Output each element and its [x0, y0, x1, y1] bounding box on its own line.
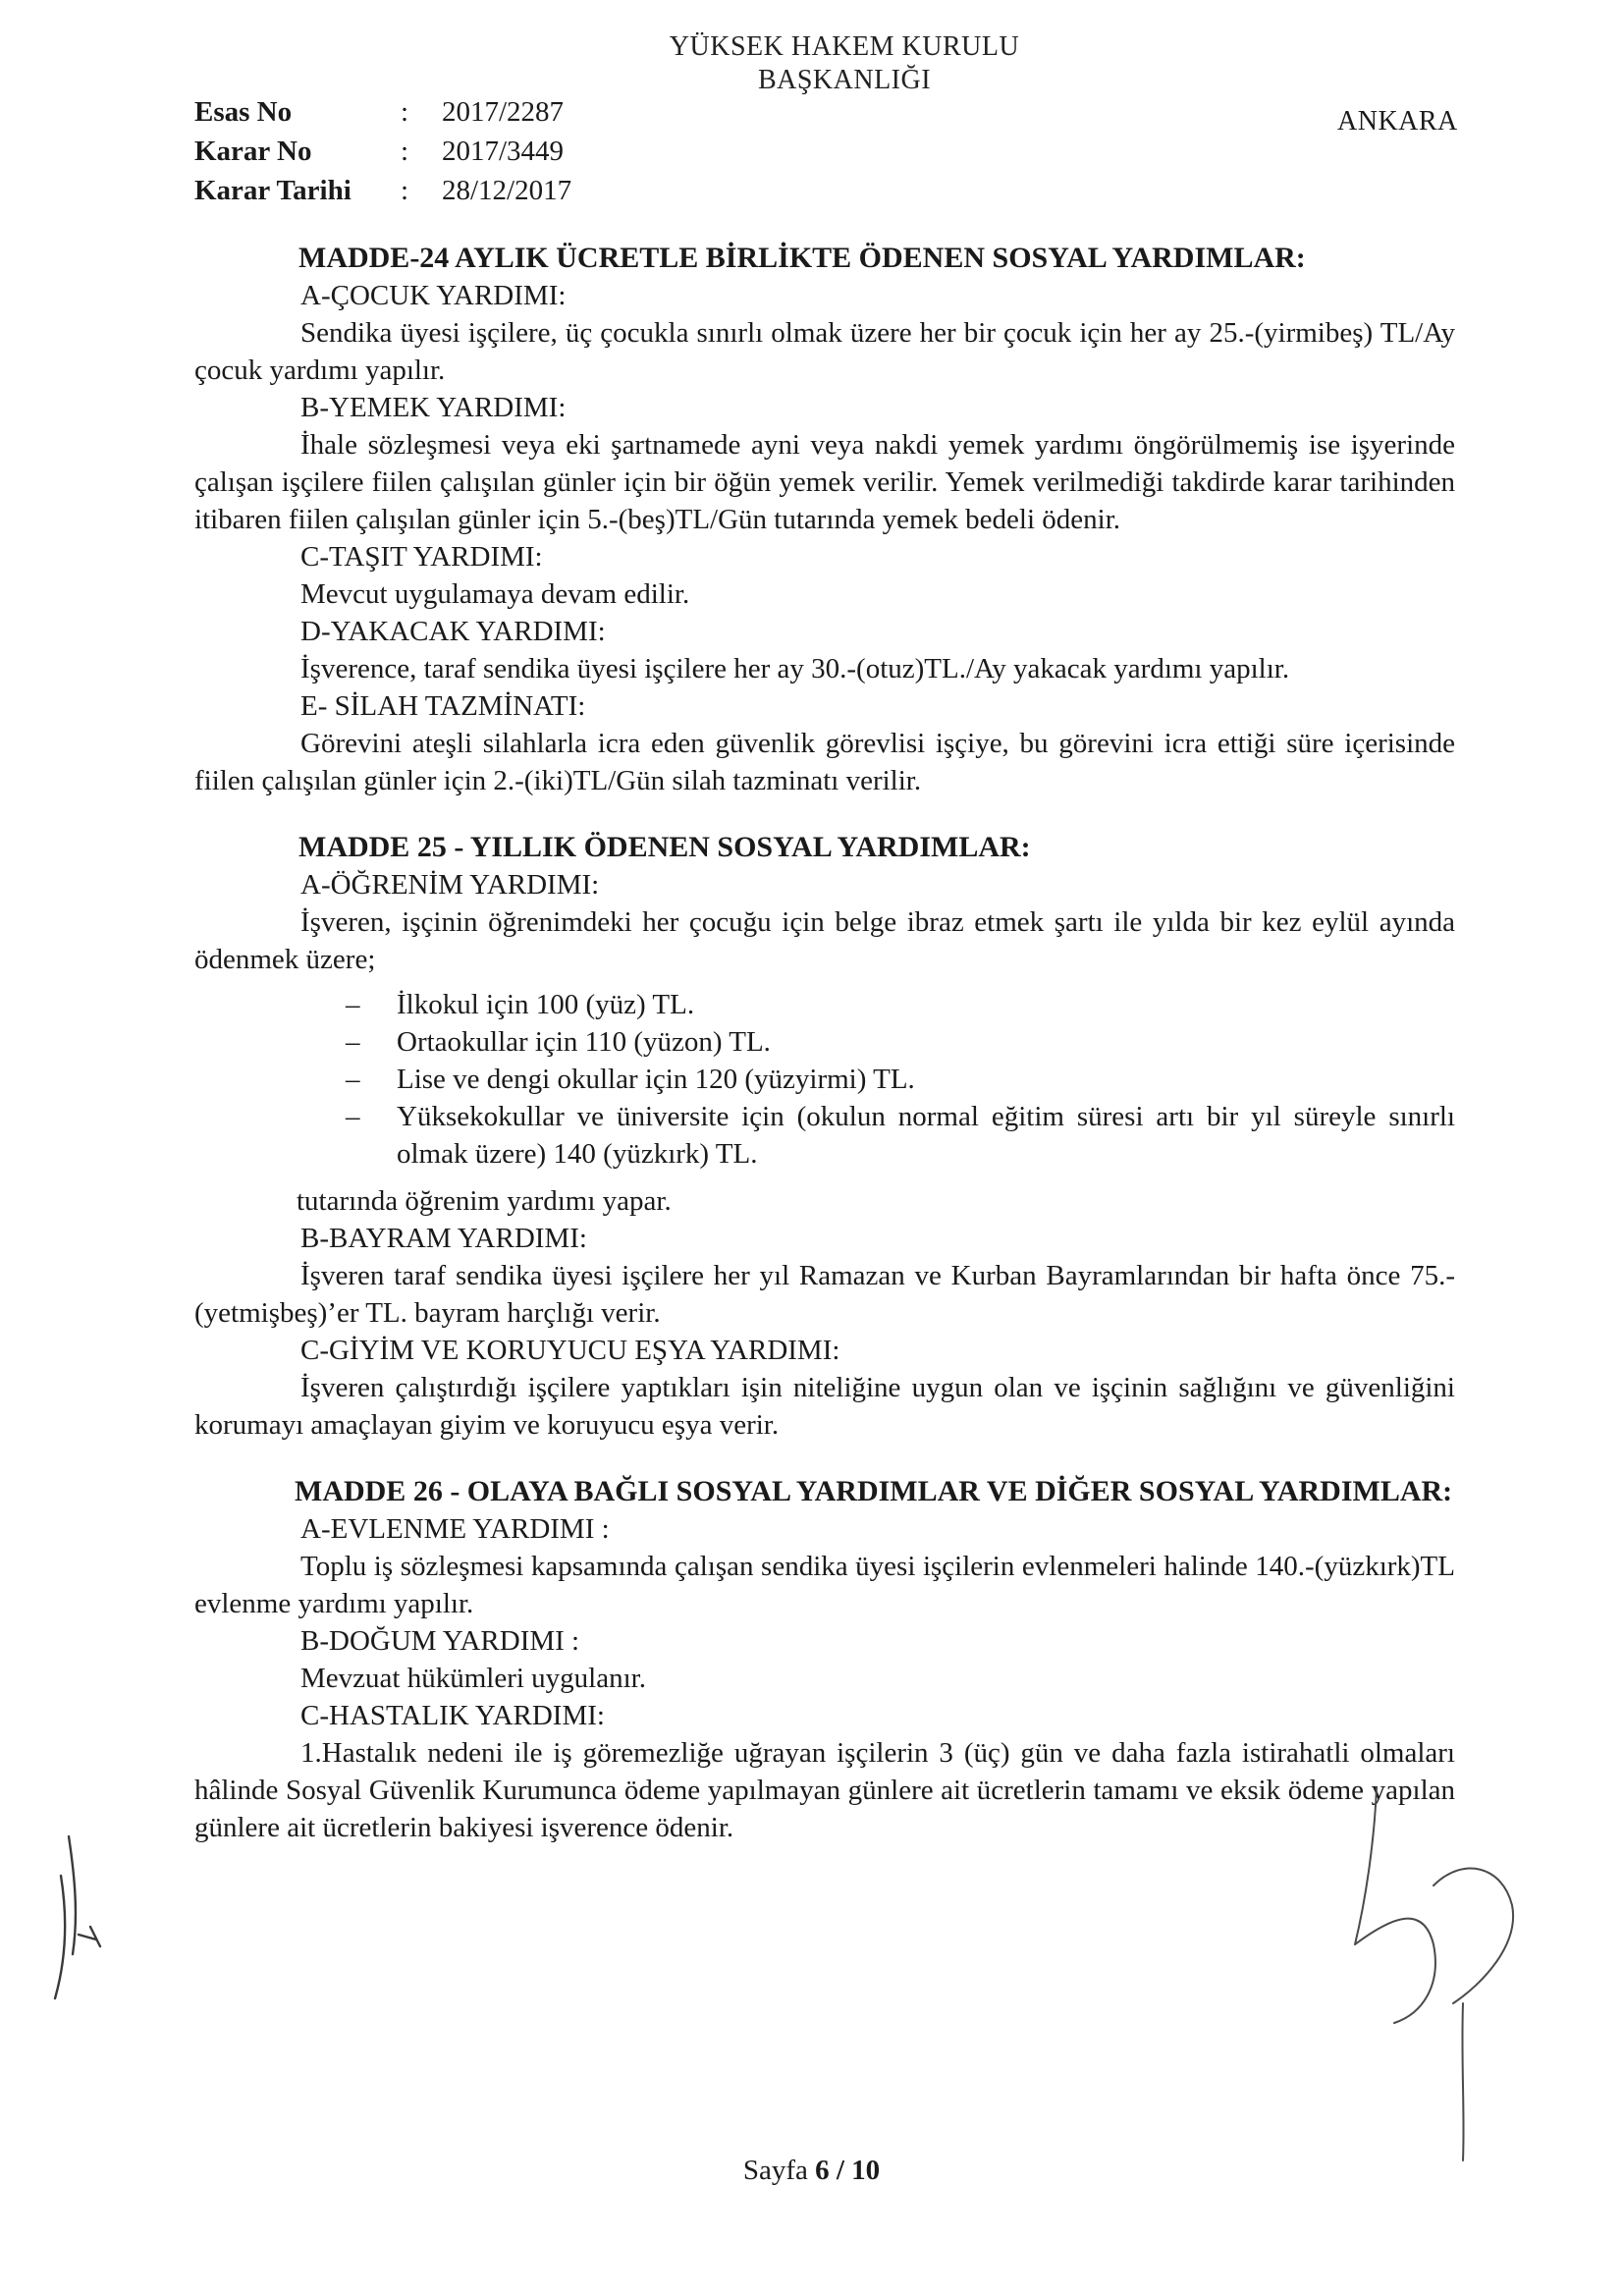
list-item-text: Ortaokullar için 110 (yüzon) TL. — [397, 1026, 771, 1058]
article-26-c-text: 1.Hastalık nedeni ile iş göremezliğe uğrayan işçilerin 3 (üç) gün ve daha fazla istirahatli olmaları hâlinde Sosyal Güvenlik Kurumunca ödeme yapılmayan günlere ait ücretlerin tamamı ve eksik ödeme yapılan günlere ait ücretlerin bakiyesi işverence ödenir. — [194, 1737, 1455, 1843]
meta-value: 2017/3449 — [442, 135, 565, 167]
page-footer — [0, 2155, 1623, 2187]
article-25-a-title: A-ÖĞRENİM YARDIMI: — [300, 869, 600, 901]
signature-initials-left — [39, 1817, 128, 2013]
article-25-c-text: İşveren çalıştırdığı işçilere yaptıkları işin niteliğine uygun olan ve işçinin sağlığını ve güvenliğini korumayı amaçlayan giyim ve koruyucu eşya verir. — [194, 1372, 1455, 1441]
article-25-b-title: B-BAYRAM YARDIMI: — [300, 1223, 587, 1254]
list-item-text: Yüksekokullar ve üniversite için (okulun normal eğitim süresi artı bir yıl süreyle sınırlı olmak üzere) 140 (yüzkırk) TL. — [397, 1101, 1455, 1170]
case-meta — [194, 92, 571, 210]
article-25-a-text: İşveren, işçinin öğrenimdeki her çocuğu için belge ibraz etmek şartı ile yılda bir kez eylül ayında ödenmek üzere; — [194, 906, 1455, 975]
list-item — [346, 1061, 1455, 1098]
meta-value: 28/12/2017 — [442, 174, 572, 206]
meta-key: Karar Tarihi — [194, 174, 352, 206]
article-24-e-text: Görevini ateşli silahlarla icra eden güvenlik görevlisi işçiye, bu görevini icra ettiği süre içerisinde fiilen çalışılan günler için 2.-(iki)TL/Gün silah tazminatı verilir. — [194, 728, 1455, 796]
bullet-dash: – — [346, 1064, 360, 1095]
list-item-text: Lise ve dengi okullar için 120 (yüzyirmi) TL. — [397, 1064, 915, 1095]
page-number: 6 / 10 — [815, 2155, 881, 2186]
meta-row-esas — [194, 92, 571, 132]
article-24-e-title: E- SİLAH TAZMİNATI: — [300, 690, 586, 722]
article-24-a-text: Sendika üyesi işçilere, üç çocukla sınırlı olmak üzere her bir çocuk için her ay 25.-(yirmibeş) TL/Ay çocuk yardımı yapılır. — [194, 317, 1455, 386]
signature-right — [1316, 1768, 1591, 2180]
article-26-b-text: Mevzuat hükümleri uygulanır. — [300, 1663, 646, 1694]
meta-separator: : — [401, 95, 409, 128]
article-25-c-title: C-GİYİM VE KORUYUCU EŞYA YARDIMI: — [300, 1335, 840, 1366]
article-25-b-text: İşveren taraf sendika üyesi işçilere her yıl Ramazan ve Kurban Bayramlarından bir hafta önce 75.-(yetmişbeş)’er TL. bayram harçlığı verir. — [194, 1260, 1455, 1329]
article-24-a-title: A-ÇOCUK YARDIMI: — [300, 280, 567, 311]
article-26-title: MADDE 26 - OLAYA BAĞLI SOSYAL YARDIMLAR VE DİĞER SOSYAL YARDIMLAR: — [295, 1475, 1453, 1507]
article-24-d-text: İşverence, taraf sendika üyesi işçilere her ay 30.-(otuz)TL./Ay yakacak yardımı yapılır. — [300, 653, 1290, 684]
article-24-c-title: C-TAŞIT YARDIMI: — [300, 541, 543, 573]
article-26-c-title: C-HASTALIK YARDIMI: — [300, 1700, 605, 1731]
article-26-a-text: Toplu iş sözleşmesi kapsamında çalışan sendika üyesi işçilerin evlenmeleri halinde 140.-(yüzkırk)TL evlenme yardımı yapılır. — [194, 1551, 1455, 1619]
document-body — [194, 240, 1455, 1846]
meta-separator: : — [401, 135, 409, 167]
article-24-title: MADDE-24 AYLIK ÜCRETLE BİRLİKTE ÖDENEN SOSYAL YARDIMLAR: — [298, 242, 1306, 274]
list-item — [346, 1098, 1455, 1173]
bullet-dash: – — [346, 1101, 360, 1132]
list-item — [346, 986, 1455, 1023]
education-aid-list — [194, 986, 1455, 1173]
bullet-dash: – — [346, 989, 360, 1020]
article-24-b-title: B-YEMEK YARDIMI: — [300, 392, 567, 423]
article-25-a-tail: tutarında öğrenim yardımı yapar. — [297, 1185, 672, 1217]
article-26-a-title: A-EVLENME YARDIMI : — [300, 1513, 610, 1545]
meta-key: Karar No — [194, 135, 312, 167]
article-24-d-title: D-YAKACAK YARDIMI: — [300, 616, 606, 647]
footer-prefix: Sayfa — [742, 2155, 816, 2186]
bullet-dash: – — [346, 1026, 360, 1058]
city-label: ANKARA — [1337, 106, 1458, 137]
meta-key: Esas No — [194, 95, 293, 128]
meta-row-tarih — [194, 171, 571, 210]
meta-value: 2017/2287 — [442, 95, 565, 128]
article-24-c-text: Mevcut uygulamaya devam edilir. — [300, 578, 690, 610]
institution-subtitle: BAŞKANLIĞI — [757, 65, 932, 95]
article-24-b-text: İhale sözleşmesi veya eki şartnamede ayni veya nakdi yemek yardımı öngörülmemiş ise işyerinde çalışan işçilere fiilen çalışılan günler için bir öğün yemek verilir. Yemek verilmediği takdirde karar tarihinden itibaren fiilen çalışılan günler için 5.-(beş)TL/Gün tutarında yemek bedeli ödenir. — [194, 429, 1455, 535]
list-item-text: İlkokul için 100 (yüz) TL. — [397, 989, 695, 1020]
article-26-b-title: B-DOĞUM YARDIMI : — [300, 1625, 580, 1657]
article-25-title: MADDE 25 - YILLIK ÖDENEN SOSYAL YARDIMLAR: — [298, 831, 1031, 863]
institution-name: YÜKSEK HAKEM KURULU — [669, 31, 1020, 62]
list-item — [346, 1023, 1455, 1061]
meta-row-karar — [194, 132, 571, 171]
meta-separator: : — [401, 174, 409, 206]
